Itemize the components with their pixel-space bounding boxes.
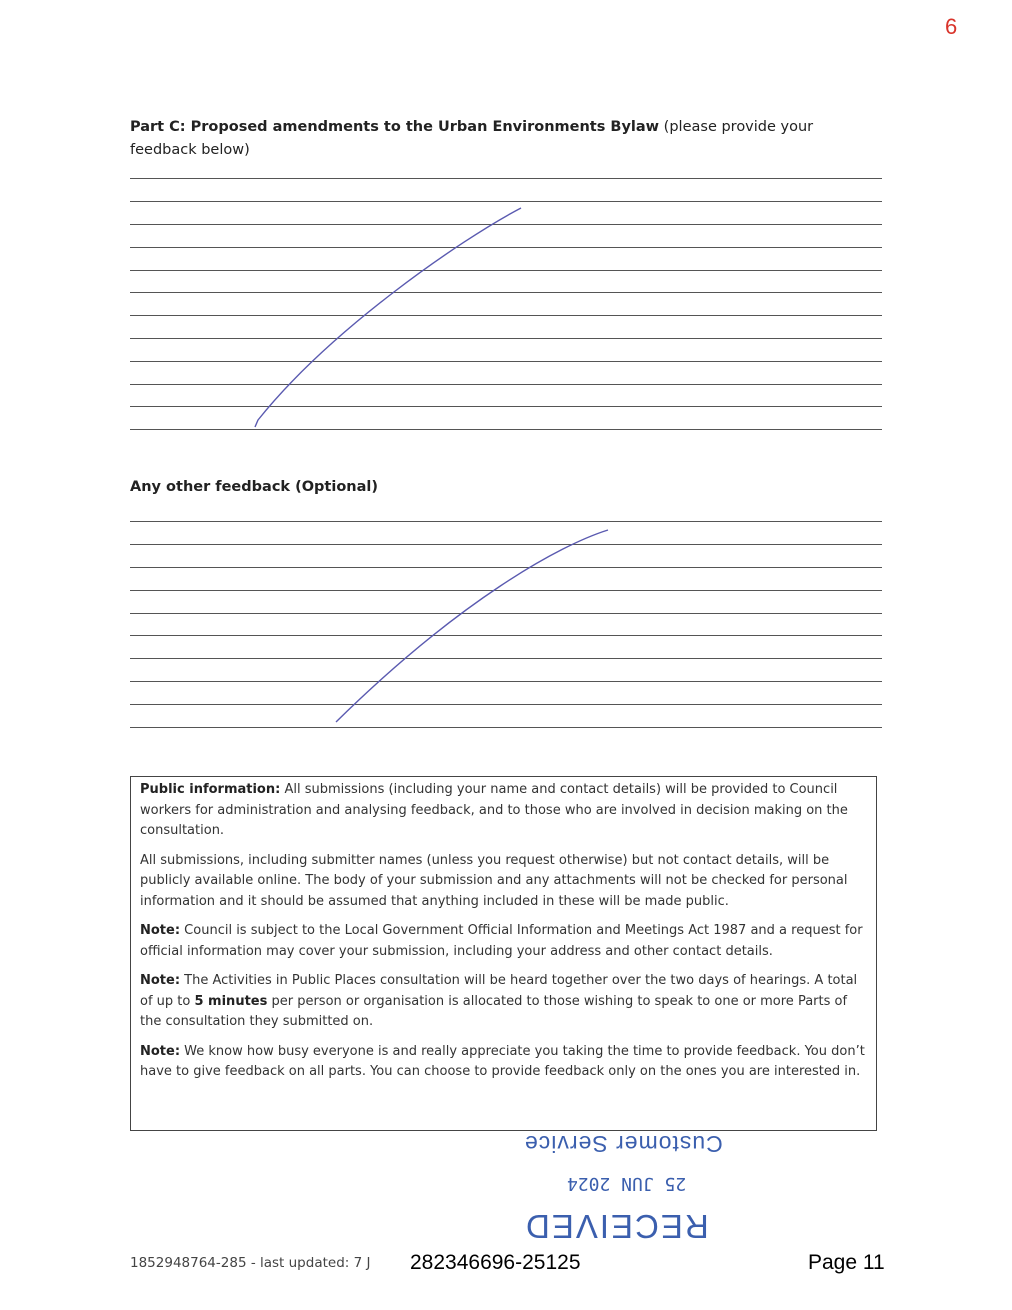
stamp-received: RECEIVED bbox=[524, 1208, 709, 1245]
notice-label: Note: bbox=[140, 1043, 181, 1059]
other-feedback-strike-line bbox=[336, 530, 608, 722]
part-c-instruction: (please provide your feedback below) bbox=[130, 119, 814, 158]
notice-text: We know how busy everyone is and really appreciate you taking the time to provide feedback. You don’t have to give feedback on all parts. You can choose to provide feedback only on the ones you are interested in. bbox=[140, 1043, 865, 1079]
part-c-strike-line bbox=[255, 208, 521, 427]
public-information-notice bbox=[130, 776, 877, 1131]
notice-text: Council is subject to the Local Government Official Information and Meetings Act 1987 and a request for official information may cover your submission, including your address and other contact details. bbox=[140, 923, 863, 959]
stamp-date: 25 JUN 2024 bbox=[567, 1173, 687, 1194]
notice-lgoima bbox=[140, 921, 866, 962]
notice-label: Public information: bbox=[140, 782, 281, 797]
notice-publication bbox=[140, 851, 866, 913]
footer-document-id: 282346696-25125 bbox=[410, 1251, 581, 1274]
footer-page-number: Page 11 bbox=[808, 1251, 885, 1274]
notice-public-information bbox=[140, 780, 866, 842]
notice-text: The Activities in Public Places consultation will be heard together over the two days of hearings. A total of up to bbox=[140, 973, 858, 1009]
stamp-customer-service: Customer Service bbox=[524, 1131, 723, 1157]
page-marker: 6 bbox=[945, 14, 958, 39]
footer-doc-ref: 1852948764-285 - last updated: 7 J bbox=[130, 1255, 371, 1271]
notice-text: All submissions, including submitter names (unless you request otherwise) but not contact details, will be publicly available online. The body of your submission and any attachments will not be checked for personal information and it should be assumed that anything included in these will be made public. bbox=[140, 852, 848, 909]
notice-hearings bbox=[140, 971, 866, 1033]
other-feedback-title: Any other feedback (Optional) bbox=[130, 479, 379, 495]
notice-text: All submissions (including your name and contact details) will be provided to Council workers for administration and analysing feedback, and to those who are involved in decision making on the consultation. bbox=[140, 782, 848, 838]
notice-label: Note: bbox=[140, 923, 181, 938]
notice-label: Note: bbox=[140, 973, 181, 988]
part-c-title: Part C: Proposed amendments to the Urban Environments Bylaw bbox=[130, 119, 660, 135]
notice-thanks bbox=[140, 1042, 866, 1083]
notice-text: per person or organisation is allocated to those wishing to speak to one or more Parts of the consultation they submitted on. bbox=[140, 993, 848, 1029]
notice-emphasis: 5 minutes bbox=[194, 993, 268, 1009]
